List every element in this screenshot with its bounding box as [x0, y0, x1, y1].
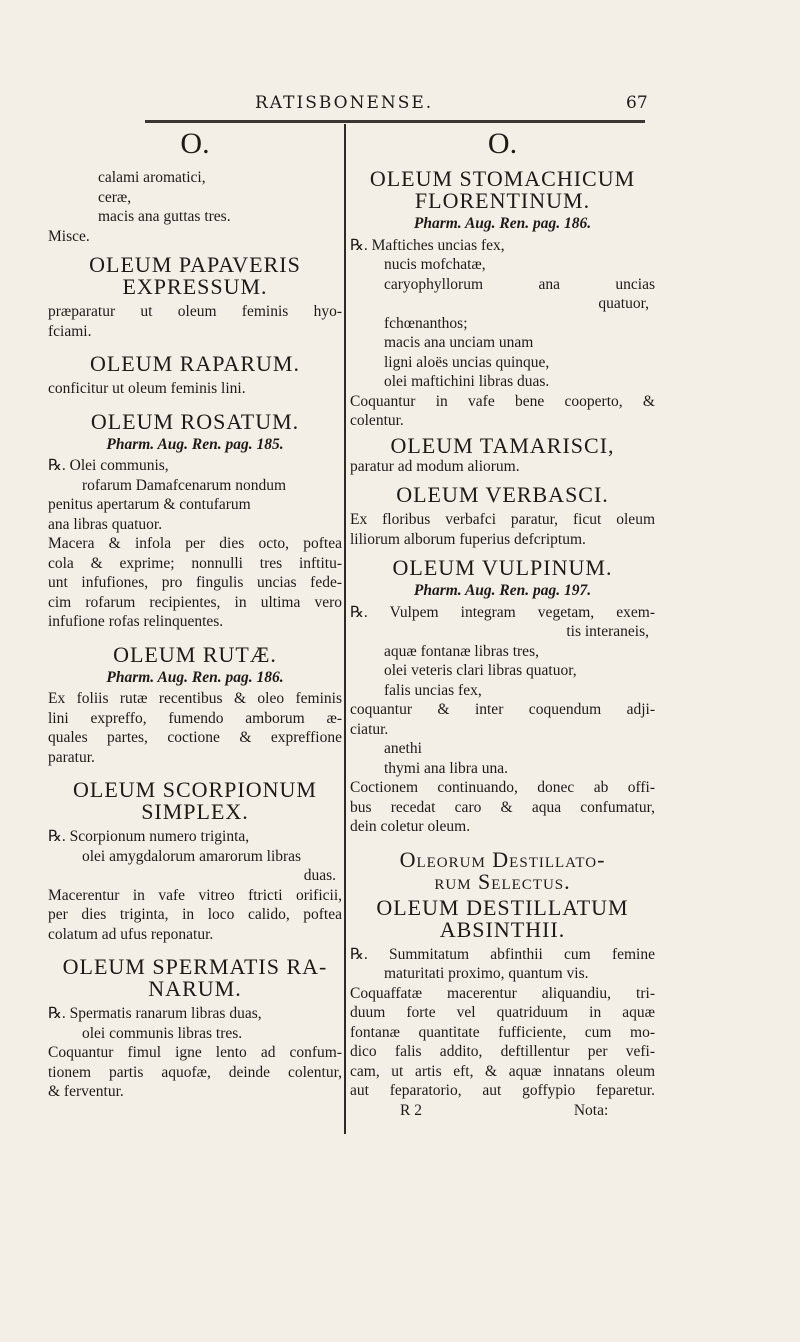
text-line: infufione rofas relinquentes. — [48, 613, 224, 630]
section-heading: rum Selectus. — [434, 868, 571, 894]
recipe-heading: SIMPLEX. — [141, 799, 249, 824]
left-column — [48, 128, 342, 1102]
text-line: ℞. Summitatum abfinthii cum femine — [350, 945, 655, 963]
text-line: olei veteris clari libras quatuor, — [384, 662, 577, 679]
text-line: fontanæ quantitate fufficiente, cum mo- — [350, 1023, 655, 1041]
text-line: cim rofarum recipientes, in ultima vero — [48, 593, 342, 611]
recipe-heading: ABSINTHII. — [439, 916, 566, 942]
recipe-heading: OLEUM STOMACHICUM — [369, 166, 636, 191]
text-line: colatum ad ufus reponatur. — [48, 925, 214, 943]
text-line: macis ana unciam unam — [384, 334, 534, 351]
text-line: ℞. Scorpionum numero triginta, — [48, 828, 250, 845]
text-line: tis interaneis, — [566, 623, 649, 640]
text-line: tionem partis aquofæ, deinde colentur, — [48, 1063, 342, 1081]
recipe-source: Pharm. Aug. Ren. pag. 186. — [413, 215, 592, 232]
text-line: rofarum Damafcenarum nondum — [82, 476, 287, 494]
text-line: Ex foliis rutæ recentibus & oleo feminis — [48, 690, 342, 707]
recipe-heading: OLEUM ROSATUM. — [90, 408, 300, 434]
text-line: liliorum alborum fuperius defcriptum. — [350, 530, 586, 548]
text-line: caryophyllorum ana uncias — [384, 275, 655, 293]
text-line: duum forte vel quatriduum in aquæ — [350, 1004, 655, 1021]
text-line: bus recedat caro & aqua confumatur, — [350, 798, 655, 816]
recipe-source: Pharm. Aug. Ren. pag. 197. — [413, 582, 592, 599]
recipe-heading: OLEUM RAPARUM. — [89, 351, 300, 376]
section-letter: O. — [180, 127, 210, 160]
text-line: ligni aloës uncias quinque, — [384, 353, 550, 371]
text-line: maturitati proximo, quantum vis. — [384, 965, 589, 982]
text-line: per dies triginta, in loco calido, poftea — [48, 906, 342, 923]
text-line: paratur. — [48, 748, 95, 766]
text-line: Coctionem continuando, donec ab offi- — [350, 779, 655, 796]
text-line: ana libras quatuor. — [48, 515, 163, 533]
text-line: macis ana guttas tres. — [98, 208, 231, 225]
text-line: fciami. — [48, 322, 92, 340]
text-line: penitus apertarum & contufarum — [48, 496, 251, 513]
text-line: Coquantur fimul igne lento ad confum- — [48, 1044, 342, 1061]
recipe-heading: OLEUM VERBASCI. — [396, 482, 609, 507]
signature-mark: R 2 — [400, 1101, 422, 1119]
text-line: aquæ fontanæ libras tres, — [384, 642, 539, 660]
text-line: aut feparatorio, aut goffypio feparetur. — [350, 1082, 655, 1099]
text-line: præparatur ut oleum feminis hyo- — [48, 303, 342, 320]
text-line: & ferventur. — [48, 1083, 124, 1100]
recipe-heading: FLORENTINUM. — [414, 188, 591, 213]
recipe-source: Pharm. Aug. Ren. pag. 185. — [106, 435, 284, 453]
text-line: quales partes, coctione & expreffione — [48, 729, 342, 746]
text-line: ℞. Spermatis ranarum libras duas, — [48, 1005, 262, 1022]
footer-line — [350, 1101, 655, 1121]
page-number: 67 — [626, 93, 648, 113]
text-line: ceræ, — [98, 188, 132, 206]
text-line: cola & exprime; nonnulli tres inftitu- — [48, 554, 342, 572]
text-line: calami aromatici, — [98, 169, 206, 186]
header-rule — [145, 120, 645, 123]
text-line: quatuor, — [598, 295, 649, 312]
text-line: Macera & infola per dies octo, poftea — [48, 535, 342, 552]
text-line: anethi — [384, 740, 422, 757]
text-line: unt infufiones, pro fingulis uncias fede- — [48, 574, 342, 591]
recipe-heading: OLEUM PAPAVERIS — [89, 252, 301, 277]
recipe-heading: NARUM. — [148, 976, 242, 1001]
text-line: thymi ana libra una. — [384, 759, 508, 777]
text-line: Ex floribus verbafci paratur, ficut oleum — [350, 511, 655, 528]
text-line: olei maftichini libras duas. — [384, 373, 550, 390]
text-line: fchœnanthos; — [384, 314, 468, 332]
text-line: colentur. — [350, 412, 404, 429]
text-line: ℞. Olei communis, — [48, 457, 169, 474]
recipe-heading: OLEUM SCORPIONUM — [73, 777, 317, 802]
recipe-heading: OLEUM RUTÆ. — [113, 641, 277, 667]
text-line: dico falis addito, deftillentur per vefi- — [350, 1043, 655, 1060]
column-divider — [344, 124, 346, 1134]
text-line: paratur ad modum aliorum. — [350, 457, 520, 475]
text-line: cam, ut artis eft, & aquæ innatans oleum — [350, 1062, 655, 1080]
text-line: dein coletur oleum. — [350, 818, 471, 835]
recipe-source: Pharm. Aug. Ren. pag. 186. — [106, 668, 284, 686]
recipe-heading: OLEUM SPERMATIS RA- — [62, 954, 328, 979]
section-letter: O. — [487, 127, 518, 160]
text-line: ℞. Maftiches uncias fex, — [350, 236, 505, 254]
running-head: RATISBONENSE. — [255, 93, 434, 113]
recipe-heading: OLEUM TAMARISCI, — [390, 432, 615, 458]
text-line: ciatur. — [350, 720, 389, 738]
text-line: Macerentur in vafe vitreo ftricti orificii, — [48, 886, 342, 904]
recipe-heading: OLEUM VULPINUM. — [392, 555, 613, 580]
text-line: Misce. — [48, 227, 90, 245]
text-line: Coquaffatæ macerentur aliquandiu, tri- — [350, 984, 655, 1002]
text-line: Coquantur in vafe bene cooperto, & — [350, 392, 655, 410]
catchword: Nota: — [573, 1101, 609, 1119]
text-line: conficitur ut oleum feminis lini. — [48, 380, 246, 397]
section-heading: Oleorum Destillato- — [399, 846, 606, 872]
text-line: olei communis libras tres. — [82, 1024, 243, 1042]
text-line: coquantur & inter coquendum adji- — [350, 701, 655, 718]
recipe-heading: OLEUM DESTILLATUM — [376, 894, 629, 920]
text-line: duas. — [303, 867, 336, 884]
text-line: nucis mofchatæ, — [384, 256, 486, 273]
text-line: lini expreffo, fumendo amborum æ- — [48, 709, 342, 727]
text-line: ℞. Vulpem integram vegetam, exem- — [350, 603, 655, 621]
right-column — [350, 128, 655, 1120]
text-line: olei amygdalorum amarorum libras — [82, 847, 302, 865]
recipe-heading: EXPRESSUM. — [122, 274, 268, 299]
text-line: falis uncias fex, — [384, 681, 482, 699]
